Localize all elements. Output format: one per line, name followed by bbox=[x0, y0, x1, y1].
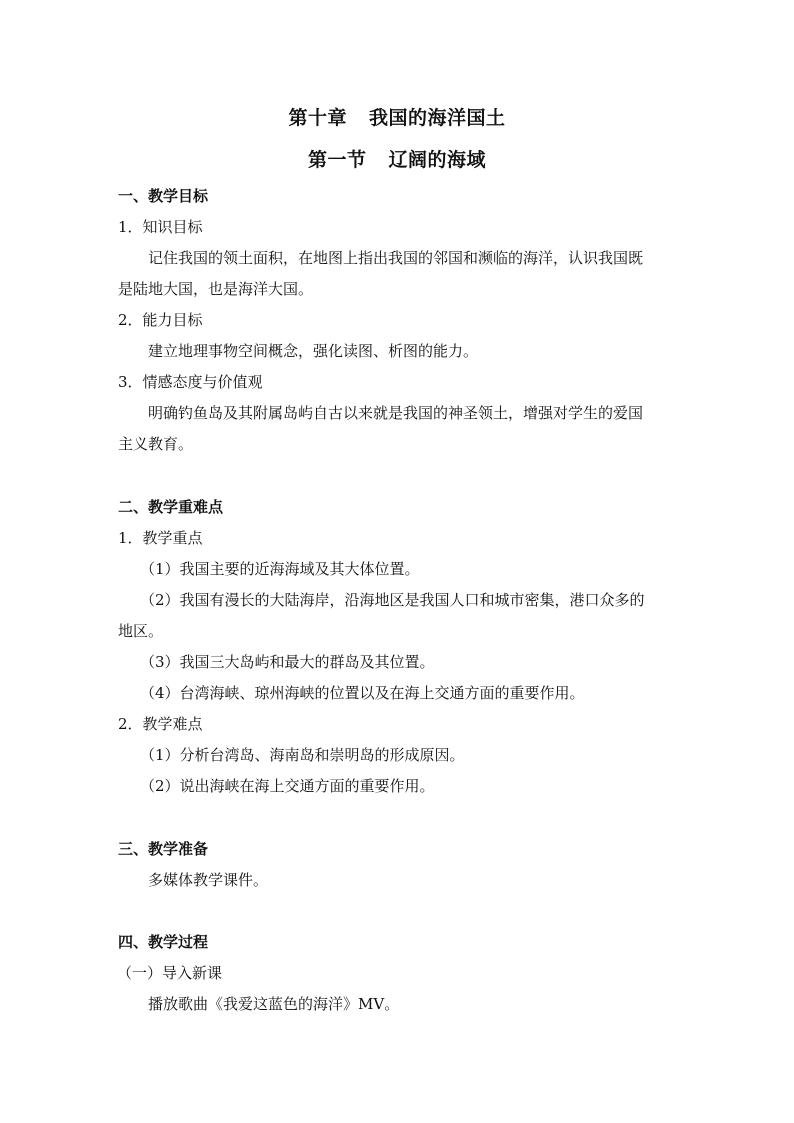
intro-title: （一）导入新课 bbox=[117, 964, 223, 982]
chapter-title bbox=[0, 106, 794, 130]
heading-process: 四、教学过程 bbox=[118, 933, 209, 951]
key-point-4: （4）台湾海峡、琼州海峡的位置以及在海上交通方面的重要作用。 bbox=[140, 684, 585, 702]
difficult-point-2: （2）说出海峡在海上交通方面的重要作用。 bbox=[140, 777, 435, 795]
section-title bbox=[0, 148, 794, 172]
ability-goal-title: 2．能力目标 bbox=[118, 311, 203, 329]
key-point-2b: 地区。 bbox=[118, 622, 164, 640]
section-number: 第一节 bbox=[307, 149, 367, 171]
key-point-1: （1）我国主要的近海海域及其大体位置。 bbox=[140, 560, 420, 578]
key-point-3: （3）我国三大岛屿和最大的群岛及其位置。 bbox=[140, 653, 435, 671]
ability-goal-text: 建立地理事物空间概念，强化读图、析图的能力。 bbox=[148, 342, 479, 360]
emotion-goal-title: 3．情感态度与价值观 bbox=[118, 373, 263, 391]
chapter-name: 我国的海洋国土 bbox=[369, 107, 506, 129]
knowledge-goal-title: 1．知识目标 bbox=[118, 218, 203, 236]
difficult-point-1: （1）分析台湾岛、海南岛和崇明岛的形成原因。 bbox=[140, 746, 465, 764]
heading-key-points: 二、教学重难点 bbox=[118, 498, 224, 516]
preparation-text: 多媒体教学课件。 bbox=[148, 871, 269, 889]
chapter-number: 第十章 bbox=[288, 107, 347, 129]
emotion-goal-text-1: 明确钓鱼岛及其附属岛屿自古以来就是我国的神圣领土，增强对学生的爱国 bbox=[148, 404, 644, 422]
emotion-goal-text-2: 主义教育。 bbox=[118, 435, 194, 453]
knowledge-goal-text-2: 是陆地大国，也是海洋大国。 bbox=[118, 280, 314, 298]
knowledge-goal-text-1: 记住我国的领土面积，在地图上指出我国的邻国和濒临的海洋，认识我国既 bbox=[148, 249, 644, 267]
key-points-title: 1．教学重点 bbox=[118, 529, 203, 547]
heading-preparation: 三、教学准备 bbox=[118, 840, 209, 858]
key-point-2a: （2）我国有漫长的大陆海岸，沿海地区是我国人口和城市密集，港口众多的 bbox=[140, 591, 645, 609]
section-name: 辽阔的海域 bbox=[388, 149, 487, 171]
heading-goals: 一、教学目标 bbox=[118, 187, 209, 205]
intro-text: 播放歌曲《我爱这蓝色的海洋》MV。 bbox=[148, 995, 400, 1013]
difficult-points-title: 2．教学难点 bbox=[118, 715, 203, 733]
